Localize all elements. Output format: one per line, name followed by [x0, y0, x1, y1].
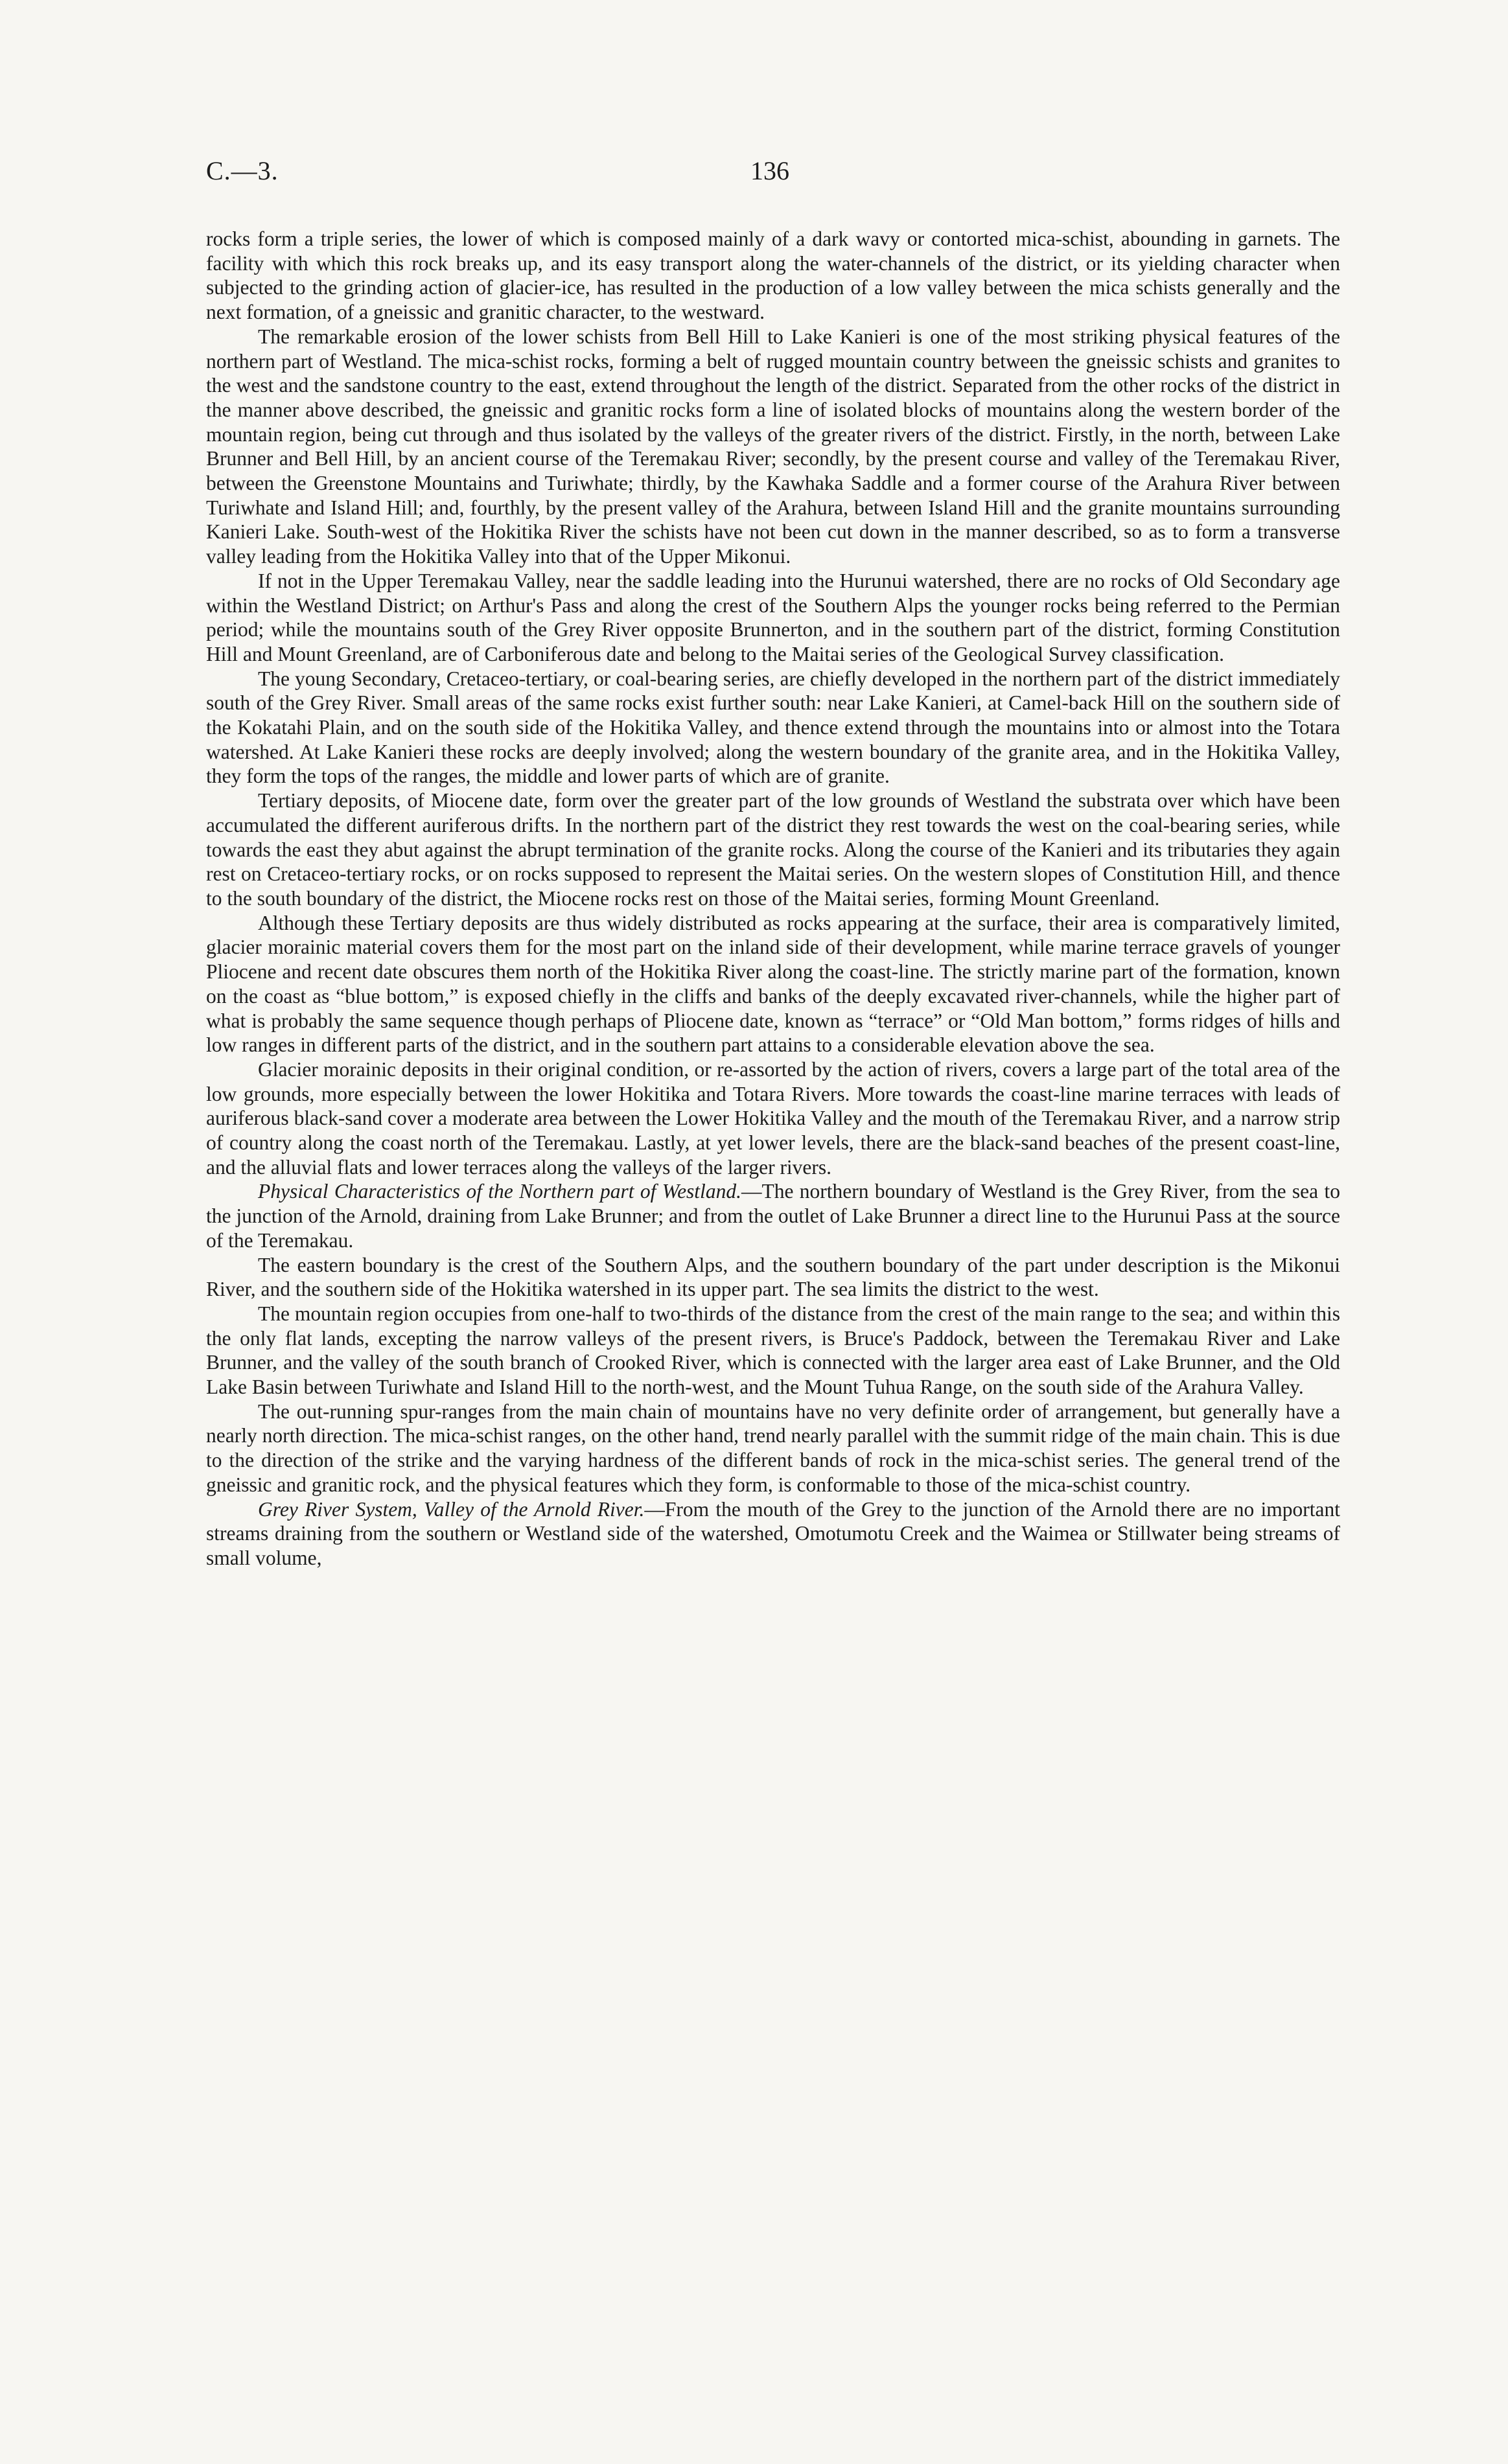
page-number: 136	[750, 156, 789, 185]
paragraph: rocks form a triple series, the lower of which is composed mainly of a dark wavy or contorted mica-schist, abounding in garnets. The facility with which this rock breaks up, and its easy transport along the water-channels of the district, or its yielding character when subjected to the grinding action of glacier-ice, has resulted in the production of a low valley between the mica schists generally and the next formation, of a gneissic and granitic character, to the westward.	[206, 227, 1340, 324]
page-header	[206, 155, 1340, 201]
paragraph: The young Secondary, Cretaceo-tertiary, or coal-bearing series, are chiefly developed in the northern part of the district immediately south of the Grey River. Small areas of the same rocks exist further south: near Lake Kanieri, at Camel-back Hill on the southern side of the Kokatahi Plain, and on the south side of the Hokitika Valley, and thence extend through the mountains into or almost into the Totara watershed. At Lake Kanieri these rocks are deeply involved; along the western boundary of the granite area, and in the Hokitika Valley, they form the tops of the ranges, the middle and lower parts of which are of granite.	[206, 667, 1340, 788]
body-text	[206, 227, 1340, 1571]
paragraph: The out-running spur-ranges from the main chain of mountains have no very definite order of arrangement, but generally have a nearly north direction. The mica-schist ranges, on the other hand, trend nearly parallel with the summit ridge of the main chain. This is due to the direction of the strike and the varying hardness of the different bands of rock in the mica-schist series. The general trend of the gneissic and granitic rock, and the physical features which they form, is conformable to those of the mica-schist country.	[206, 1399, 1340, 1496]
paragraph: The mountain region occupies from one-half to two-thirds of the distance from the crest of the main range to the sea; and within this the only flat lands, excepting the narrow valleys of the present rivers, is Bruce's Paddock, between the Teremakau River and Lake Brunner, and the valley of the south branch of Crooked River, which is connected with the larger area east of Lake Brunner, and the Old Lake Basin between Turiwhate and Island Hill to the north-west, and the Mount Tuhua Range, on the south side of the Arahura Valley.	[206, 1302, 1340, 1399]
paragraph: Grey River System, Valley of the Arnold River.—From the mouth of the Grey to the junction of the Arnold there are no important streams draining from the southern or Westland side of the watershed, Omotumotu Creek and the Waimea or Stillwater being streams of small volume,	[206, 1497, 1340, 1569]
paragraph: Physical Characteristics of the Northern part of Westland.—The northern boundary of Westland is the Grey River, from the sea to the junction of the Arnold, draining from Lake Brunner; and from the outlet of Lake Brunner a direct line to the Hurunui Pass at the source of the Teremakau.	[206, 1180, 1341, 1252]
section-heading: Grey River System, Valley of the Arnold River.	[258, 1497, 645, 1521]
paragraph: Tertiary deposits, of Miocene date, form over the greater part of the low grounds of Westland the substrata over which have been accumulated the different auriferous drifts. In the northern part of the district they rest towards the west on the coal-bearing series, while towards the east they abut against the abrupt termination of the granite rocks. Along the course of the Kanieri and its tributaries they again rest on Cretaceo-tertiary rocks, or on rocks supposed to represent the Maitai series. On the western slopes of Constitution Hill, and thence to the south boundary of the district, the Miocene rocks rest on those of the Maitai series, forming Mount Greenland.	[206, 789, 1340, 910]
paragraph: The remarkable erosion of the lower schists from Bell Hill to Lake Kanieri is one of the most striking physical features of the northern part of Westland. The mica-schist rocks, forming a belt of rugged mountain country between the gneissic schists and granites to the west and the sandstone country to the east, extend throughout the length of the district. Separated from the other rocks of the district in the manner above described, the gneissic and granitic rocks form a line of isolated blocks of mountains along the western border of the mountain region, being cut through and thus isolated by the valleys of the greater rivers of the district. Firstly, in the north, between Lake Brunner and Bell Hill, by an ancient course of the Teremakau River; secondly, by the present course and valley of the Teremakau River, between the Greenstone Mountains and Turiwhate; thirdly, by the Kawhaka Saddle and a former course of the Arahura River between Turiwhate and Island Hill; and, fourthly, by the present valley of the Arahura, between Island Hill and the granite mountains surrounding Kanieri Lake. South-west of the Hokitika River the schists have not been cut down in the manner described, so as to form a transverse valley leading from the Hokitika Valley into that of the Upper Mikonui.	[206, 325, 1340, 568]
paragraph: Glacier morainic deposits in their original condition, or re-assorted by the action of rivers, covers a large part of the total area of the low grounds, more especially between the lower Hokitika and Totara Rivers. More towards the coast-line marine terraces with leads of auriferous black-sand cover a moderate area between the Lower Hokitika Valley and the mouth of the Teremakau River, and a narrow strip of country along the coast north of the Teremakau. Lastly, at yet lower levels, there are the black-sand beaches of the present coast-line, and the alluvial flats and lower terraces along the valleys of the larger rivers.	[206, 1057, 1340, 1179]
paragraph: Although these Tertiary deposits are thus widely distributed as rocks appearing at the surface, their area is comparatively limited, glacier morainic material covers them for the most part on the inland side of their development, while marine terrace gravels of younger Pliocene and recent date obscures them north of the Hokitika River along the coast-line. The strictly marine part of the formation, known on the coast as “blue bottom,” is exposed chiefly in the cliffs and banks of the deeply excavated river-channels, while the higher part of what is probably the same sequence though perhaps of Pliocene date, known as “terrace” or “Old Man bottom,” forms ridges of hills and low ranges in different parts of the district, and in the southern part attains to a considerable elevation above the sea.	[206, 911, 1340, 1057]
paragraph: The eastern boundary is the crest of the Southern Alps, and the southern boundary of the part under description is the Mikonui River, and the southern side of the Hokitika watershed in its upper part. The sea limits the district to the west.	[206, 1253, 1340, 1301]
paragraph: If not in the Upper Teremakau Valley, near the saddle leading into the Hurunui watershed, there are no rocks of Old Secondary age within the Westland District; on Arthur's Pass and along the crest of the Southern Alps the younger rocks being referred to the Permian period; while the mountains south of the Grey River opposite Brunnerton, and in the southern part of the district, forming Constitution Hill and Mount Greenland, are of Carboniferous date and belong to the Maitai series of the Geological Survey classification.	[206, 569, 1340, 665]
section-heading: Physical Characteristics of the Northern part of Westland.	[258, 1180, 741, 1203]
document-reference: C.—3.	[206, 156, 279, 185]
